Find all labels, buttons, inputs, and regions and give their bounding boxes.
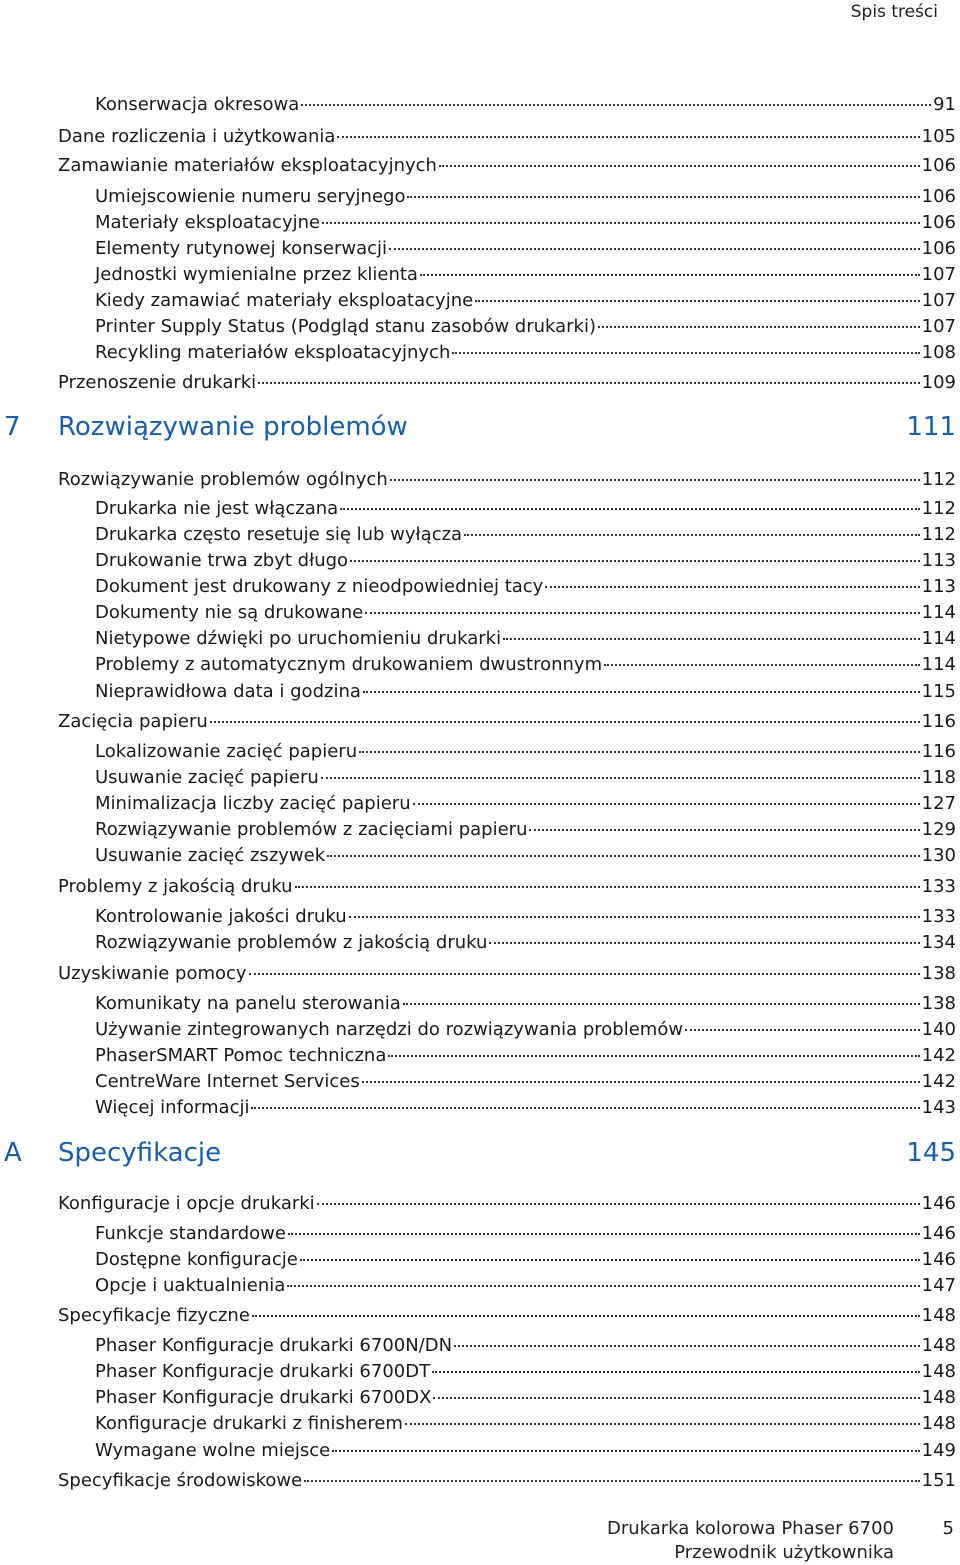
toc-entry-page-number: 106	[921, 238, 956, 259]
toc-subsection-entry[interactable]	[95, 1411, 956, 1437]
toc-entry-page-number: 109	[921, 372, 956, 393]
toc-entry-page-number: 107	[921, 264, 956, 285]
toc-entry-page-number: 146	[921, 1249, 956, 1270]
toc-entry-title: Dostępne konfiguracje	[95, 1249, 298, 1270]
toc-section-entry[interactable]	[58, 370, 956, 396]
toc-subsection-entry[interactable]	[95, 92, 956, 118]
toc-entry-page-number: 151	[921, 1470, 956, 1491]
chapter-title: Specyfikacje	[58, 1138, 222, 1168]
toc-entry-page-number: 138	[921, 963, 956, 984]
toc-subsection-entry[interactable]	[95, 288, 956, 314]
toc-dot-leader	[321, 777, 920, 779]
toc-entry-title: Lokalizowanie zacięć papieru	[95, 741, 358, 762]
toc-entry-page-number: 148	[921, 1305, 956, 1326]
footer-guide-name: Przewodnik użytkownika	[674, 1542, 894, 1563]
toc-entry-page-number: 115	[921, 681, 956, 702]
toc-entry-title: Minimalizacja liczby zacięć papieru	[95, 793, 411, 814]
toc-section-entry[interactable]	[58, 153, 956, 179]
toc-subsection-entry[interactable]	[95, 340, 956, 366]
toc-entry-title: Problemy z jakością druku	[58, 876, 293, 897]
toc-dot-leader	[413, 803, 920, 805]
toc-section-entry[interactable]	[58, 1468, 956, 1494]
chapter-number: A	[4, 1138, 22, 1168]
page-header	[851, 0, 938, 26]
toc-dot-leader	[301, 104, 931, 106]
toc-entry-page-number: 113	[921, 550, 956, 571]
toc-entry-page-number: 113	[921, 576, 956, 597]
toc-entry-page-number: 112	[921, 524, 956, 545]
toc-entry-page-number: 142	[921, 1045, 956, 1066]
toc-entry-title: Rozwiązywanie problemów z zacięciami papieru	[95, 819, 528, 840]
toc-dot-leader	[403, 1003, 920, 1005]
toc-entry-page-number: 108	[921, 342, 956, 363]
toc-subsection-entry[interactable]	[95, 765, 956, 791]
page-footer	[607, 1517, 894, 1565]
toc-entry-page-number: 146	[921, 1193, 956, 1214]
toc-subsection-entry[interactable]	[95, 1333, 956, 1359]
toc-dot-leader	[362, 1081, 920, 1083]
toc-dot-leader	[598, 326, 920, 328]
toc-subsection-entry[interactable]	[95, 548, 956, 574]
toc-dot-leader	[258, 382, 919, 384]
toc-entry-title: CentreWare Internet Services	[95, 1071, 360, 1092]
toc-entry-title: Materiały eksploatacyjne	[95, 212, 321, 233]
toc-dot-leader	[363, 691, 920, 693]
toc-entry-page-number: 129	[921, 819, 956, 840]
toc-subsection-entry[interactable]	[95, 496, 956, 522]
toc-entry-page-number: 106	[921, 155, 956, 176]
toc-entry-title: Więcej informacji	[95, 1097, 250, 1118]
toc-entry-title: Elementy rutynowej konserwacji	[95, 238, 388, 259]
toc-entry-page-number: 147	[921, 1275, 956, 1296]
toc-entry-page-number: 148	[921, 1413, 956, 1434]
toc-dot-leader	[252, 1315, 920, 1317]
toc-entry-title: Usuwanie zacięć papieru	[95, 767, 319, 788]
toc-section-entry[interactable]	[58, 124, 956, 150]
toc-entry-title: Dane rozliczenia i użytkowania	[58, 126, 336, 147]
toc-subsection-entry[interactable]	[95, 1438, 956, 1464]
toc-subsection-entry[interactable]	[95, 991, 956, 1017]
toc-dot-leader	[433, 1397, 919, 1399]
toc-entry-title: Zamawianie materiałów eksploatacyjnych	[58, 155, 437, 176]
toc-dot-leader	[300, 1259, 920, 1261]
toc-entry-title: Dokumenty nie są drukowane	[95, 602, 364, 623]
toc-dot-leader	[249, 973, 920, 975]
chapter-page-number: 145	[906, 1138, 956, 1168]
toc-entry-page-number: 112	[921, 498, 956, 519]
toc-entry-title: Konfiguracje i opcje drukarki	[58, 1193, 315, 1214]
toc-entry-title: Funkcje standardowe	[95, 1223, 286, 1244]
toc-entry-title: Opcje i uaktualnienia	[95, 1275, 286, 1296]
toc-subsection-entry[interactable]	[95, 262, 956, 288]
toc-entry-page-number: 149	[921, 1440, 956, 1461]
toc-entry-title: Kontrolowanie jakości druku	[95, 906, 347, 927]
toc-entry-title: Drukowanie trwa zbyt długo	[95, 550, 349, 571]
toc-entry-title: Uzyskiwanie pomocy	[58, 963, 247, 984]
toc-subsection-entry[interactable]	[95, 817, 956, 843]
header-section-label: Spis treści	[850, 2, 938, 22]
toc-entry-page-number: 116	[921, 711, 956, 732]
toc-entry-page-number: 130	[921, 845, 956, 866]
toc-dot-leader	[407, 196, 919, 198]
toc-entry-page-number: 106	[921, 186, 956, 207]
toc-entry-title: Phaser Konfiguracje drukarki 6700N/DN	[95, 1335, 453, 1356]
toc-entry-title: Recykling materiałów eksploatacyjnych	[95, 342, 451, 363]
toc-dot-leader	[337, 136, 919, 138]
toc-chapter-heading[interactable]	[0, 1136, 956, 1170]
toc-subsection-entry[interactable]	[95, 1385, 956, 1411]
toc-entry-title: Printer Supply Status (Podgląd stanu zasobów drukarki)	[95, 316, 596, 337]
toc-entry-page-number: 114	[921, 602, 956, 623]
toc-entry-title: PhaserSMART Pomoc techniczna	[95, 1045, 387, 1066]
toc-dot-leader	[503, 638, 920, 640]
toc-dot-leader	[432, 1371, 920, 1373]
toc-entry-page-number: 133	[921, 906, 956, 927]
footer-product-name: Drukarka kolorowa Phaser 6700	[606, 1518, 894, 1539]
toc-dot-leader	[388, 1055, 919, 1057]
toc-subsection-entry[interactable]	[95, 314, 956, 340]
toc-section-entry[interactable]	[58, 961, 956, 987]
toc-dot-leader	[454, 1345, 920, 1347]
toc-entry-page-number: 146	[921, 1223, 956, 1244]
toc-dot-leader	[604, 664, 920, 666]
chapter-number: 7	[4, 412, 21, 442]
toc-entry-title: Nieprawidłowa data i godzina	[95, 681, 361, 702]
toc-entry-title: Specyfikacje środowiskowe	[58, 1470, 303, 1491]
toc-entry-title: Wymagane wolne miejsce	[95, 1440, 331, 1461]
toc-dot-leader	[304, 1480, 919, 1482]
toc-dot-leader	[452, 352, 919, 354]
toc-entry-page-number: 116	[921, 741, 956, 762]
toc-subsection-entry[interactable]	[95, 236, 956, 262]
toc-dot-leader	[390, 479, 920, 481]
toc-entry-title: Problemy z automatycznym drukowaniem dwustronnym	[95, 654, 603, 675]
toc-dot-leader	[327, 855, 920, 857]
toc-entry-page-number: 142	[921, 1071, 956, 1092]
toc-dot-leader	[475, 300, 919, 302]
toc-entry-title: Przenoszenie drukarki	[58, 372, 257, 393]
toc-entry-page-number: 106	[921, 212, 956, 233]
toc-entry-title: Phaser Konfiguracje drukarki 6700DX	[95, 1387, 432, 1408]
toc-dot-leader	[210, 721, 920, 723]
toc-dot-leader	[405, 1423, 920, 1425]
toc-section-entry[interactable]	[58, 467, 956, 493]
toc-subsection-entry[interactable]	[95, 1359, 956, 1385]
toc-entry-title: Konserwacja okresowa	[95, 94, 300, 115]
toc-subsection-entry[interactable]	[95, 843, 956, 869]
toc-dot-leader	[295, 886, 920, 888]
toc-subsection-entry[interactable]	[95, 904, 956, 930]
toc-dot-leader	[545, 586, 919, 588]
toc-dot-leader	[349, 916, 920, 918]
toc-subsection-entry[interactable]	[95, 930, 956, 956]
toc-entry-title: Specyfikacje fizyczne	[58, 1305, 250, 1326]
toc-subsection-entry[interactable]	[95, 791, 956, 817]
toc-entry-title: Drukarka nie jest włączana	[95, 498, 339, 519]
toc-entry-title: Jednostki wymienialne przez klienta	[95, 264, 418, 285]
toc-entry-title: Umiejscowienie numeru seryjnego	[95, 186, 406, 207]
toc-dot-leader	[464, 534, 920, 536]
toc-subsection-entry[interactable]	[95, 679, 956, 705]
toc-dot-leader	[340, 508, 919, 510]
footer-page-number: 5	[942, 1518, 954, 1539]
toc-entry-page-number: 127	[921, 793, 956, 814]
toc-entry-title: Nietypowe dźwięki po uruchomieniu drukarki	[95, 628, 502, 649]
toc-subsection-entry[interactable]	[95, 1043, 956, 1069]
toc-subsection-entry[interactable]	[95, 626, 956, 652]
toc-entry-title: Komunikaty na panelu sterowania	[95, 993, 401, 1014]
toc-section-entry[interactable]	[58, 709, 956, 735]
toc-entry-title: Używanie zintegrowanych narzędzi do rozwiązywania problemów	[95, 1019, 684, 1040]
toc-entry-title: Konfiguracje drukarki z finisherem	[95, 1413, 403, 1434]
toc-dot-leader	[322, 222, 920, 224]
toc-dot-leader	[529, 829, 919, 831]
toc-entry-title: Phaser Konfiguracje drukarki 6700DT	[95, 1361, 431, 1382]
toc-dot-leader	[251, 1107, 919, 1109]
toc-entry-page-number: 148	[921, 1361, 956, 1382]
toc-entry-page-number: 140	[921, 1019, 956, 1040]
toc-subsection-entry[interactable]	[95, 210, 956, 236]
toc-section-entry[interactable]	[58, 1303, 956, 1329]
toc-entry-page-number: 107	[921, 290, 956, 311]
toc-subsection-entry[interactable]	[95, 600, 956, 626]
toc-dot-leader	[439, 165, 920, 167]
toc-entry-page-number: 107	[921, 316, 956, 337]
toc-entry-title: Rozwiązywanie problemów ogólnych	[58, 469, 388, 490]
toc-entry-page-number: 148	[921, 1335, 956, 1356]
toc-entry-page-number: 118	[921, 767, 956, 788]
toc-entry-page-number: 138	[921, 993, 956, 1014]
toc-entry-page-number: 114	[921, 628, 956, 649]
toc-subsection-entry[interactable]	[95, 574, 956, 600]
toc-entry-title: Dokument jest drukowany z nieodpowiedniej tacy	[95, 576, 544, 597]
toc-entry-page-number: 133	[921, 876, 956, 897]
toc-subsection-entry[interactable]	[95, 1221, 956, 1247]
toc-dot-leader	[287, 1285, 919, 1287]
chapter-title: Rozwiązywanie problemów	[58, 412, 408, 442]
toc-dot-leader	[288, 1233, 920, 1235]
toc-entry-page-number: 112	[921, 469, 956, 490]
toc-dot-leader	[389, 248, 920, 250]
toc-entry-page-number: 105	[921, 126, 956, 147]
toc-entry-title: Zacięcia papieru	[58, 711, 208, 732]
toc-dot-leader	[685, 1029, 920, 1031]
toc-entry-page-number: 148	[921, 1387, 956, 1408]
toc-subsection-entry[interactable]	[95, 1247, 956, 1273]
toc-section-entry[interactable]	[58, 1191, 956, 1217]
toc-entry-page-number: 134	[921, 932, 956, 953]
toc-entry-title: Drukarka często resetuje się lub wyłącza	[95, 524, 463, 545]
toc-entry-page-number: 143	[921, 1097, 956, 1118]
toc-subsection-entry[interactable]	[95, 739, 956, 765]
toc-entry-page-number: 114	[921, 654, 956, 675]
toc-subsection-entry[interactable]	[95, 1095, 956, 1121]
toc-dot-leader	[489, 942, 919, 944]
toc-subsection-entry[interactable]	[95, 1273, 956, 1299]
toc-dot-leader	[359, 751, 920, 753]
toc-chapter-heading[interactable]	[0, 410, 956, 444]
toc-subsection-entry[interactable]	[95, 1069, 956, 1095]
toc-dot-leader	[365, 612, 919, 614]
toc-dot-leader	[350, 560, 920, 562]
toc-dot-leader	[317, 1203, 920, 1205]
toc-dot-leader	[332, 1450, 919, 1452]
toc-entry-title: Kiedy zamawiać materiały eksploatacyjne	[95, 290, 474, 311]
toc-subsection-entry[interactable]	[95, 522, 956, 548]
toc-subsection-entry[interactable]	[95, 652, 956, 678]
toc-entry-page-number: 91	[933, 94, 956, 115]
chapter-page-number: 111	[906, 412, 956, 442]
toc-subsection-entry[interactable]	[95, 184, 956, 210]
toc-entry-title: Usuwanie zacięć zszywek	[95, 845, 326, 866]
toc-subsection-entry[interactable]	[95, 1017, 956, 1043]
toc-dot-leader	[420, 274, 920, 276]
toc-entry-title: Rozwiązywanie problemów z jakością druku	[95, 932, 488, 953]
toc-section-entry[interactable]	[58, 874, 956, 900]
